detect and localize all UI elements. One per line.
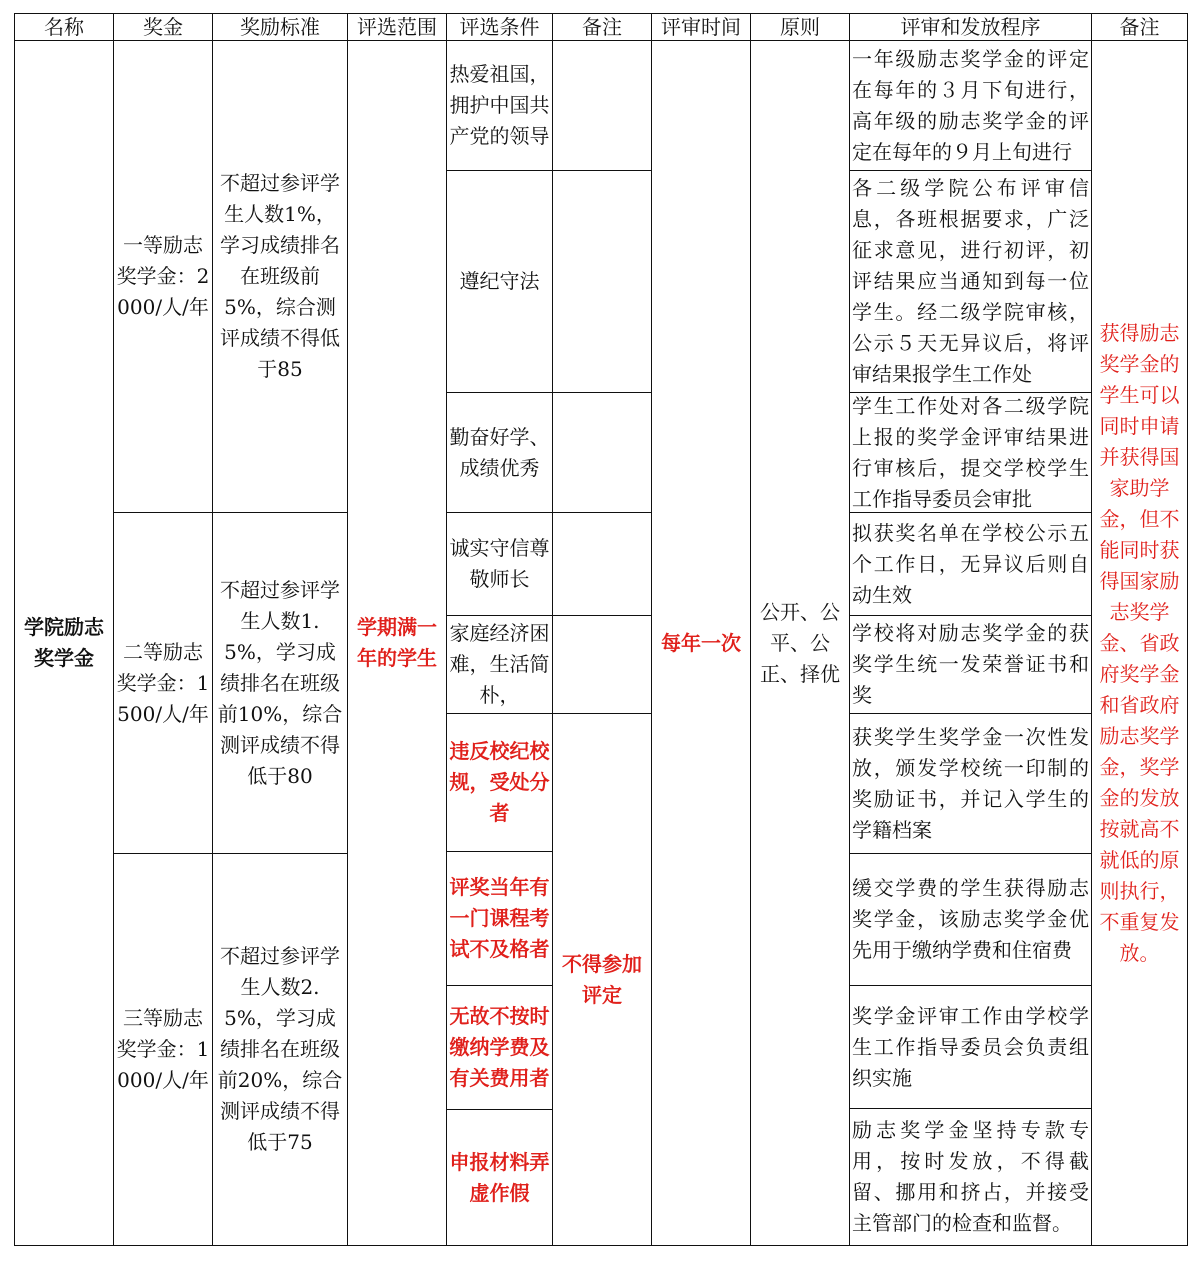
award-standard-1: 不超过参评学生人数1%，学习成绩排名在班级前5%，综合测评成绩不得低于85: [212, 40, 348, 513]
header-notes: 备注: [1091, 13, 1188, 41]
procedure-step: 奖学金评审工作由学校学生工作指导委员会负责组织实施: [849, 985, 1092, 1109]
header-award: 奖金: [113, 13, 213, 41]
procedure-step: 获奖学生奖学金一次性发放，颁发学校统一印制的奖励证书，并记入学生的学籍档案: [849, 713, 1092, 854]
exclusion-item: 评奖当年有一门课程考试不及格者: [446, 851, 553, 986]
header-procedure: 评审和发放程序: [849, 13, 1092, 41]
procedure-step: 励志奖学金坚持专款专用，按时发放，不得截留、挪用和挤占，并接受主管部门的检查和监督。: [849, 1108, 1092, 1246]
remark-empty: [552, 615, 652, 714]
principle: 公开、公平、公正、择优: [750, 40, 850, 1246]
condition-item: 热爱祖国，拥护中国共产党的领导: [446, 40, 553, 171]
condition-item: 诚实守信尊敬师长: [446, 512, 553, 616]
exclusion-item: 无故不按时缴纳学费及有关费用者: [446, 985, 553, 1110]
remark-empty: [552, 392, 652, 513]
exclusion-note: 不得参加评定: [552, 713, 652, 1246]
header-standard: 奖励标准: [212, 13, 348, 41]
procedure-step: 学校将对励志奖学金的获奖学生统一发荣誉证书和奖: [849, 615, 1092, 714]
exclusion-item: 违反校纪校规，受处分者: [446, 713, 553, 852]
scholarship-name: 学院励志奖学金: [14, 40, 114, 1246]
award-standard-3: 不超过参评学生人数2.5%，学习成绩排名在班级前20%，综合测评成绩不得低于75: [212, 853, 348, 1246]
award-level-3: 三等励志奖学金：1000/人/年: [113, 853, 213, 1246]
header-remarks: 备注: [552, 13, 652, 41]
header-scope: 评选范围: [347, 13, 447, 41]
header-principle: 原则: [750, 13, 850, 41]
award-level-2: 二等励志奖学金：1500/人/年: [113, 512, 213, 854]
header-conditions: 评选条件: [446, 13, 553, 41]
award-standard-2: 不超过参评学生人数1.5%，学习成绩排名在班级前10%，综合测评成绩不得低于80: [212, 512, 348, 854]
remark-empty: [552, 512, 652, 616]
procedure-step: 一年级励志奖学金的评定在每年的３月下旬进行，高年级的励志奖学金的评定在每年的９月上旬进行: [849, 40, 1092, 171]
procedure-step: 各二级学院公布评审信息，各班根据要求，广泛征求意见，进行初评，初评结果应当通知到每一位学生。经二级学院审核，公示５天无异议后，将评审结果报学生工作处: [849, 170, 1092, 393]
selection-scope: 学期满一年的学生: [347, 40, 447, 1246]
condition-item: 家庭经济困难，生活简朴，: [446, 615, 553, 714]
exclusion-item: 申报材料弄虚作假: [446, 1109, 553, 1246]
header-review-time: 评审时间: [651, 13, 751, 41]
procedure-step: 学生工作处对各二级学院上报的奖学金评审结果进行审核后，提交学校学生工作指导委员会审批: [849, 392, 1092, 513]
header-name: 名称: [14, 13, 114, 41]
procedure-step: 拟获奖名单在学校公示五个工作日，无异议后则自动生效: [849, 512, 1092, 616]
remark-empty: [552, 40, 652, 171]
condition-item: 遵纪守法: [446, 170, 553, 393]
final-note: 获得励志奖学金的学生可以同时申请并获得国家助学金，但不能同时获得国家励志奖学金、省政府奖学金和省政府励志奖学金，奖学金的发放按就高不就低的原则执行，不重复发放。: [1091, 40, 1188, 1246]
award-level-1: 一等励志奖学金：2000/人/年: [113, 40, 213, 513]
remark-empty: [552, 170, 652, 393]
procedure-step: 缓交学费的学生获得励志奖学金，该励志奖学金优先用于缴纳学费和住宿费: [849, 853, 1092, 986]
condition-item: 勤奋好学、成绩优秀: [446, 392, 553, 513]
review-time: 每年一次: [651, 40, 751, 1246]
